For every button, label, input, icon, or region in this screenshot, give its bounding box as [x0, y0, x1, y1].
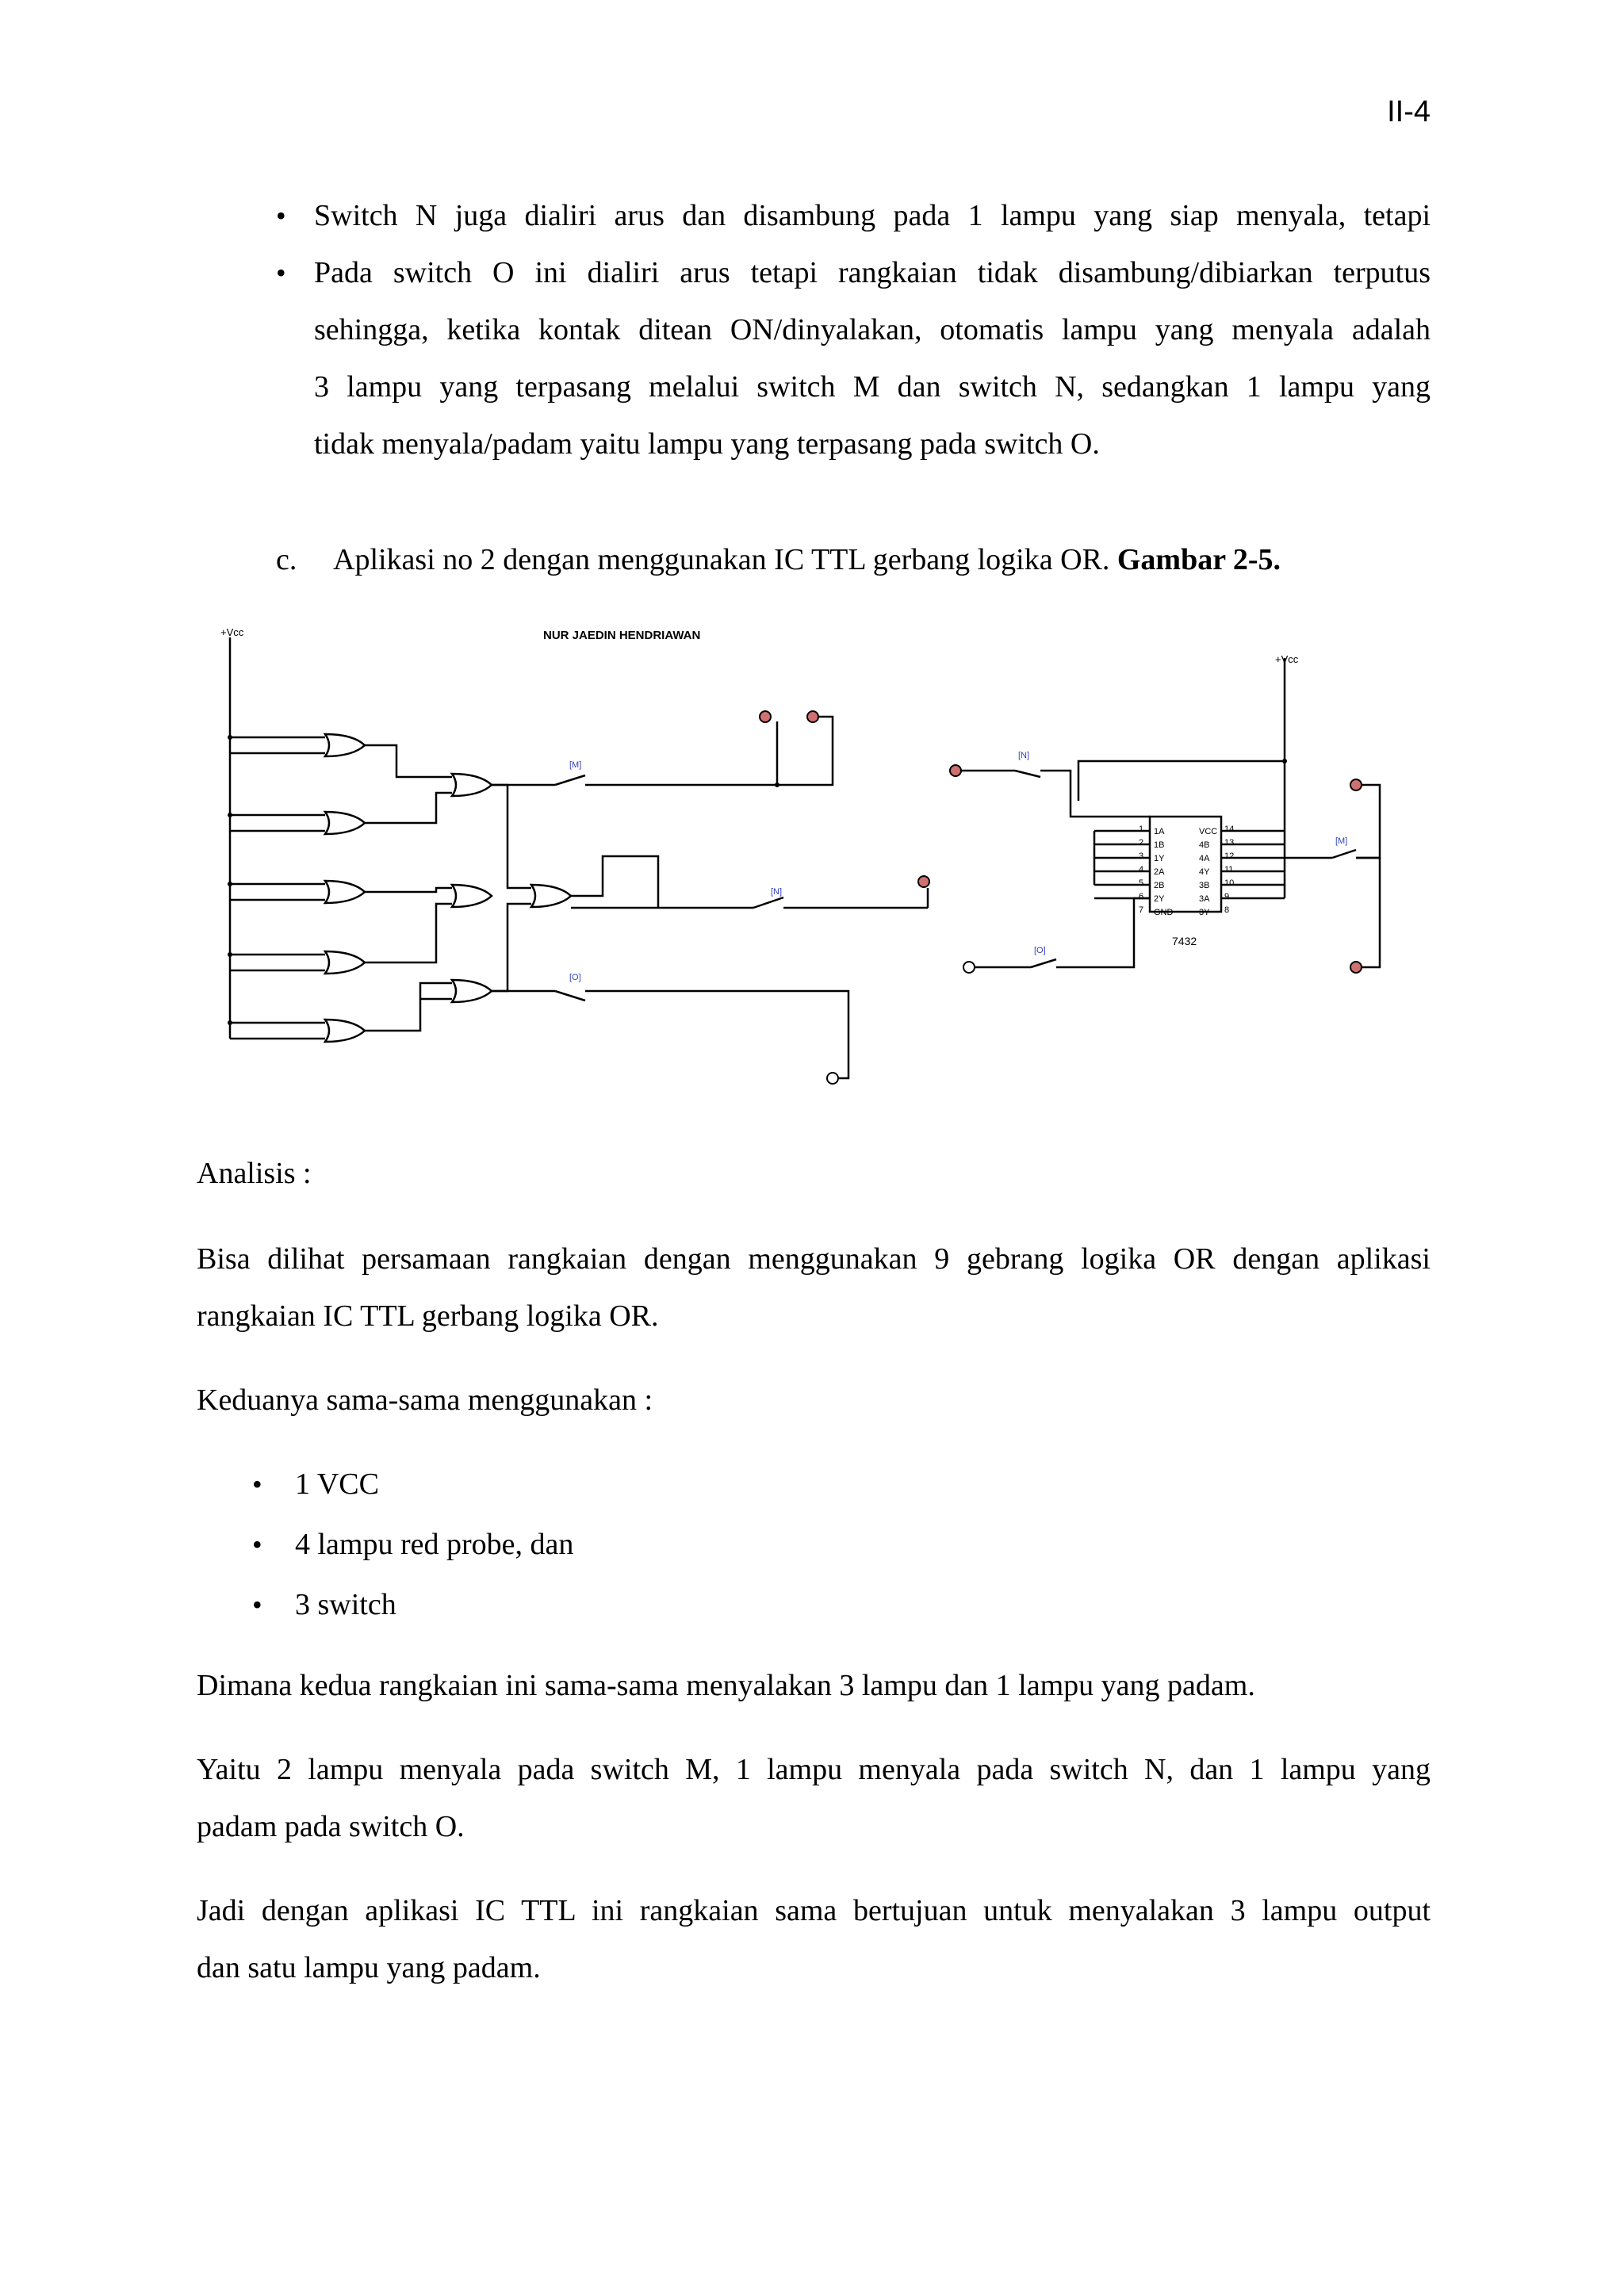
author-label: NUR JAEDIN HENDRIAWAN [543, 629, 701, 642]
ic-pin-label: 4A [1199, 854, 1210, 863]
analysis-paragraph-5: dan satu lampu yang padam. [197, 1951, 541, 1984]
section-heading [333, 531, 1281, 588]
ic-pin-label: VCC [1199, 827, 1218, 836]
analysis-paragraph-1: Bisa dilihat persamaan rangkaian dengan menggunakan 9 gebrang logika OR dengan aplikasi [197, 1242, 1431, 1276]
ic-pin-number: 3 [1139, 851, 1144, 861]
analysis-paragraph-3: Dimana kedua rangkaian ini sama-sama menyalakan 3 lampu dan 1 lampu yang padam. [197, 1669, 1255, 1702]
list-item: 3 switch [295, 1588, 396, 1621]
ic-pin-number: 14 [1224, 825, 1235, 834]
switch-m-label-right: [M] [1335, 836, 1348, 846]
ic-pin-label: 1Y [1154, 854, 1165, 863]
bullet-marker: • [276, 257, 286, 289]
switch-n-label-right: [N] [1018, 751, 1030, 760]
analysis-paragraph-1: rangkaian IC TTL gerbang logika OR. [197, 1299, 659, 1333]
bullet-marker: • [252, 1468, 262, 1500]
ic-pin-number: 12 [1224, 851, 1235, 861]
analysis-paragraph-5: Jadi dengan aplikasi IC TTL ini rangkaian sama bertujuan untuk menyalakan 3 lampu output [197, 1894, 1431, 1927]
ic-pin-label: GND [1154, 908, 1174, 917]
vcc-right-label: +Vcc [1275, 653, 1299, 665]
ic-pin-number: 1 [1139, 825, 1144, 834]
ic-pin-number: 8 [1224, 905, 1230, 915]
list-item: 1 VCC [295, 1468, 379, 1501]
ic-pin-label: 2A [1154, 867, 1165, 877]
ic-pin-label: 4B [1199, 840, 1210, 850]
section-heading-text: Aplikasi no 2 dengan menggunakan IC TTL gerbang logika OR. [333, 543, 1110, 576]
analysis-heading: Analisis : [197, 1157, 312, 1190]
ic-pin-number: 9 [1224, 892, 1230, 901]
circuit-figure [206, 618, 1396, 1114]
bullet-marker: • [276, 200, 286, 232]
switch-m-label: [M] [569, 760, 582, 770]
ic-part-label: 7432 [1172, 935, 1197, 947]
switch-o-label-right: [O] [1034, 946, 1046, 955]
ic-pin-label: 4Y [1199, 867, 1210, 877]
ic-pin-number: 4 [1139, 865, 1144, 874]
figure-reference: Gambar 2-5. [1116, 543, 1281, 576]
ic-pin-label: 3B [1199, 881, 1210, 890]
bullet-text: tidak menyala/padam yaitu lampu yang terpasang pada switch O. [314, 427, 1100, 461]
ic-pin-label: 3Y [1199, 908, 1210, 917]
ic-pin-number: 13 [1224, 838, 1235, 848]
ic-pin-number: 2 [1139, 838, 1144, 848]
switch-n-label: [N] [771, 887, 783, 897]
circuit-diagram [206, 618, 1396, 1110]
bullet-text: Switch N juga dialiri arus dan disambung pada 1 lampu yang siap menyala, tetapi [314, 199, 1431, 232]
ic-pin-number: 11 [1224, 865, 1234, 874]
ic-pin-label: 3A [1199, 894, 1210, 904]
ic-pin-number: 6 [1139, 892, 1144, 901]
ic-pin-number: 5 [1139, 878, 1144, 888]
analysis-paragraph-4: Yaitu 2 lampu menyala pada switch M, 1 lampu menyala pada switch N, dan 1 lampu yang [197, 1753, 1431, 1786]
ic-pin-label: 2B [1154, 881, 1165, 890]
analysis-paragraph-2: Keduanya sama-sama menggunakan : [197, 1383, 653, 1417]
section-marker: c. [276, 543, 297, 576]
analysis-paragraph-4: padam pada switch O. [197, 1810, 465, 1843]
vcc-left-label: +Vcc [220, 626, 244, 638]
ic-pin-label: 1A [1154, 827, 1165, 836]
bullet-marker: • [252, 1589, 262, 1621]
ic-pin-number: 10 [1224, 878, 1235, 888]
bullet-marker: • [252, 1529, 262, 1560]
list-item: 4 lampu red probe, dan [295, 1528, 574, 1561]
switch-o-label: [O] [569, 973, 581, 982]
bullet-text: sehingga, ketika kontak ditean ON/dinyalakan, otomatis lampu yang menyala adalah [314, 313, 1431, 346]
page-number: II-4 [1387, 95, 1431, 128]
bullet-text: 3 lampu yang terpasang melalui switch M dan switch N, sedangkan 1 lampu yang [314, 370, 1431, 404]
ic-pin-label: 1B [1154, 840, 1165, 850]
ic-pin-number: 7 [1139, 905, 1144, 915]
ic-pin-label: 2Y [1154, 894, 1165, 904]
bullet-text: Pada switch O ini dialiri arus tetapi rangkaian tidak disambung/dibiarkan terputus [314, 256, 1431, 289]
